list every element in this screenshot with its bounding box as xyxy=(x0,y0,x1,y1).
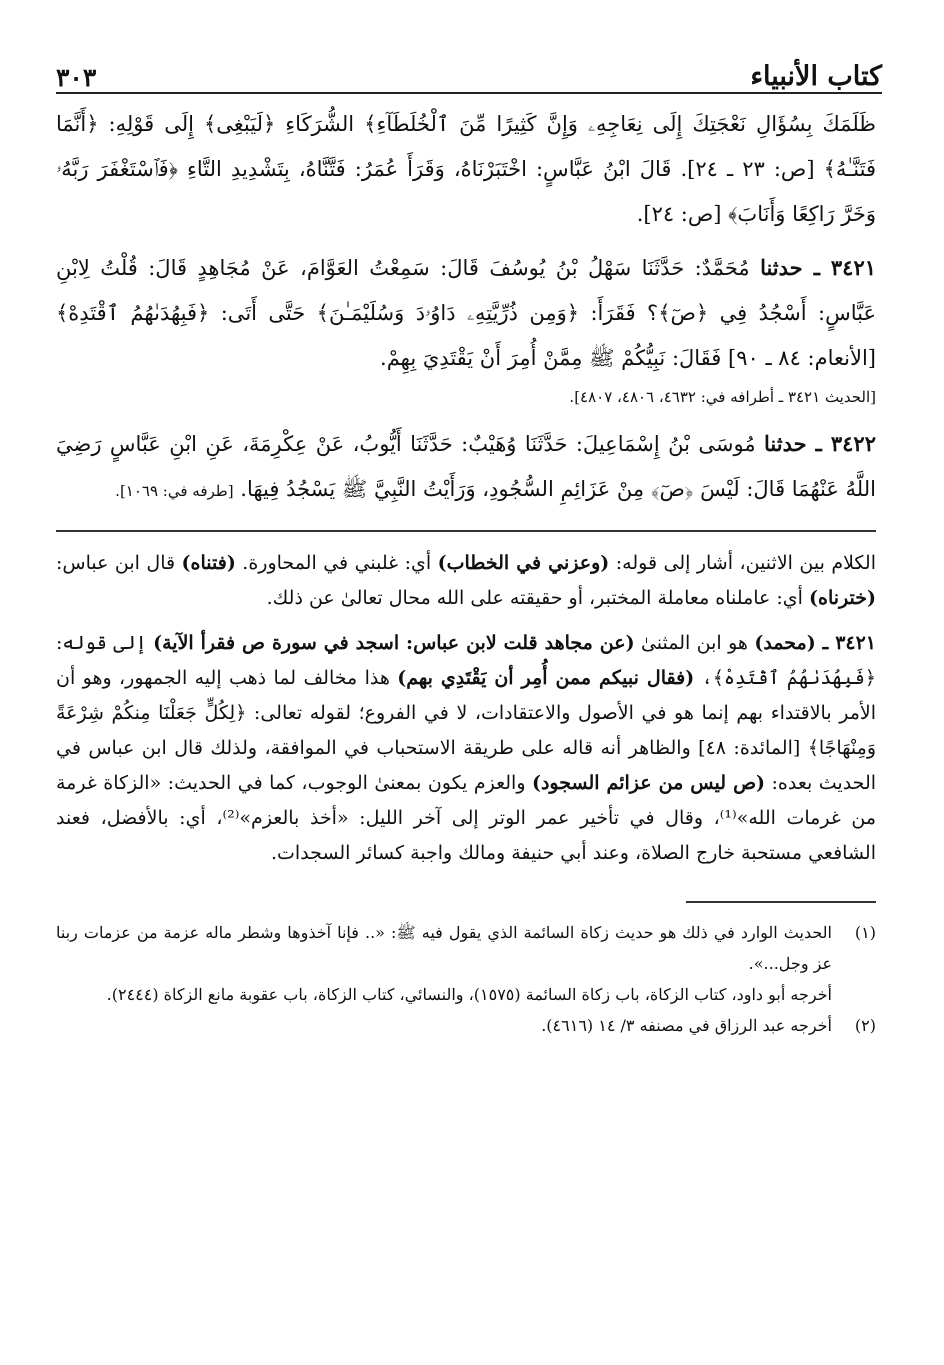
footnote-text: أخرجه عبد الرزاق في مصنفه ٣/ ١٤ (٤٦١٦). xyxy=(541,1016,832,1035)
commentary-quote: (عن مجاهد قلت لابن عباس: اسجد في سورة ص فقرأ الآية) xyxy=(153,632,635,654)
commentary-quote: (فتناه) xyxy=(181,552,236,574)
page xyxy=(56,40,882,1041)
commentary-text: الكلام بين الاثنين، أشار إلى قوله: xyxy=(615,552,876,574)
hadith-number: ٣٤٢١ ـ حدثنا xyxy=(760,255,877,280)
book-title: كتاب الأنبياء xyxy=(750,61,882,92)
commentary xyxy=(56,546,876,871)
commentary-text: أي: غلبني في المحاورة. xyxy=(242,552,432,574)
commentary-text: والعزم يكون بمعنىٰ الوجوب، كما في الحديث: «الزكاة غرمة من غرمات الله»⁽¹⁾، وقال في تأخير عمر الوتر إلى آخر الليل: «أخذ بالعزم»⁽²⁾، أي: بالأفضل، فعند الشافعي مستحبة خارج الصلاة، وعند أبي حنيفة ومالك واجبة كسائر السجدات. xyxy=(56,772,877,864)
commentary-text: هو ابن المثنىٰ xyxy=(640,632,748,654)
page-number: ٣٠٣ xyxy=(56,63,97,92)
commentary-text: إلى قوله: ﴿فَبِهُدَىٰهُمُ ٱقْتَدِهْ﴾، xyxy=(56,632,876,689)
section-divider xyxy=(56,530,876,532)
commentary-quote: (فقال نبيكم ممن أُمِر أن يَقْتَدِي بهم) xyxy=(397,667,695,689)
hadith-number: ٣٤٢٢ ـ حدثنا xyxy=(764,431,876,456)
commentary-quote: (ص ليس من عزائم السجود) xyxy=(531,772,766,794)
footnote-divider xyxy=(686,901,876,903)
hadith-reference: [طرفه في: ١٠٦٩]. xyxy=(115,482,234,500)
hadith-body: مُوسَى بْنُ إِسْمَاعِيلَ: حَدَّثَنَا وُهَيْبٌ: حَدَّثَنَا أَيُّوبُ، عَنْ عِكْرِمَةَ، عَنِ ابْنِ عَبَّاسٍ رَضِيَ اللَّهُ عَنْهُمَا قَالَ: لَيْسَ ﴿صٓ﴾ مِنْ عَزَائِمِ السُّجُودِ، وَرَأَيْتُ النَّبِيَّ ﷺ يَسْجُدُ فِيهَا. xyxy=(56,432,876,501)
commentary-text: أي: عاملناه معاملة المختبر، أو حقيقته على الله محال تعالىٰ عن ذلك. xyxy=(266,587,803,609)
page-header xyxy=(56,40,882,94)
footnote xyxy=(56,1010,876,1041)
commentary-paragraph xyxy=(56,626,876,871)
commentary-text: هذا مخالف لما ذهب إليه الجمهور، وهو أن الأمر بالاقتداء بهم إنما هو في الأصول والاعتقادات، لا في الفروع؛ لقوله تعالى: ﴿لِكُلٍّ جَعَلْنَا مِنكُمْ شِرْعَةً وَمِنْهَاجًا﴾ [المائدة: ٤٨] والظاهر أنه قاله على طريقة الاستحباب في الموافقة، ولذلك قال ابن عباس في الحديث بعده: xyxy=(56,667,877,794)
footnote-number: (١) xyxy=(854,923,876,942)
hadith-3421 xyxy=(56,245,876,411)
hadith-continuation xyxy=(56,102,876,237)
footnote-text: أخرجه أبو داود، كتاب الزكاة، باب زكاة السائمة (١٥٧٥)، والنسائي، كتاب الزكاة، باب عقوبة مانع الزكاة (٢٤٤٤). xyxy=(106,985,832,1004)
footnote-number: (٢) xyxy=(854,1016,876,1035)
commentary-text: قال ابن عباس: xyxy=(56,552,176,574)
hadith-text xyxy=(56,421,876,514)
commentary-paragraph xyxy=(56,546,876,616)
commentary-quote: ٣٤٢١ ـ (محمد) xyxy=(754,632,877,654)
footnote xyxy=(56,917,876,1010)
hadith-reference: [الحديث ٣٤٢١ ـ أطرافه في: ٤٦٣٢، ٤٨٠٦، ٤٨٠٧]. xyxy=(569,388,876,406)
hadith-body: ظَلَمَكَ بِسُؤَالِ نَعْجَتِكَ إِلَى نِعَاجِهِۦ وَإِنَّ كَثِيرًا مِّنَ ٱلْخُلَطَآءِ﴾ الشُّرَكَاءِ ﴿لَيَبْغِى﴾ إِلَى قَوْلِهِ: ﴿أَنَّمَا فَتَنَّـٰهُ﴾ [ص: ٢٣ ـ ٢٤]. قَالَ ابْنُ عَبَّاسٍ: اخْتَبَرْنَاهُ، وَقَرَأَ عُمَرُ: فَتَّنَّاهُ، بِتَشْدِيدِ التَّاءِ ﴿فَٱسْتَغْفَرَ رَبَّهُۥ وَخَرَّ رَاكِعًا وَأَنَابَ﴾ [ص: ٢٤]. xyxy=(56,112,877,226)
commentary-quote: (خترناه) xyxy=(809,587,876,609)
footnote-text: الحديث الوارد في ذلك هو حديث زكاة السائمة الذي يقول فيه ﷺ: «.. فإنا آخذوها وشطر ماله عزمة من عزمات ربنا عز وجل...». xyxy=(56,923,832,973)
hadith-3422 xyxy=(56,421,876,514)
commentary-quote: (وعزني في الخطاب) xyxy=(437,552,610,574)
hadith-body: مُحَمَّدٌ: حَدَّثَنَا سَهْلُ بْنُ يُوسُفَ قَالَ: سَمِعْتُ العَوَّامَ، عَنْ مُجَاهِدٍ قَالَ: قُلْتُ لِابْنِ عَبَّاسٍ: أَسْجُدُ فِي ﴿صٓ﴾؟ فَقَرَأَ: ﴿وَمِن ذُرِّيَّتِهِۦ دَاوُۥدَ وَسُلَيْمَـٰنَ﴾ حَتَّى أَتَى: ﴿فَبِهُدَىٰهُمُ ٱقْتَدِهْ﴾ [الأنعام: ٨٤ ـ ٩٠] فَقَالَ: نَبِيُّكُمْ ﷺ مِمَّنْ أُمِرَ أَنْ يَقْتَدِيَ بِهِمْ. xyxy=(56,256,876,370)
hadith-text xyxy=(56,245,876,381)
hadith-text xyxy=(56,102,876,237)
